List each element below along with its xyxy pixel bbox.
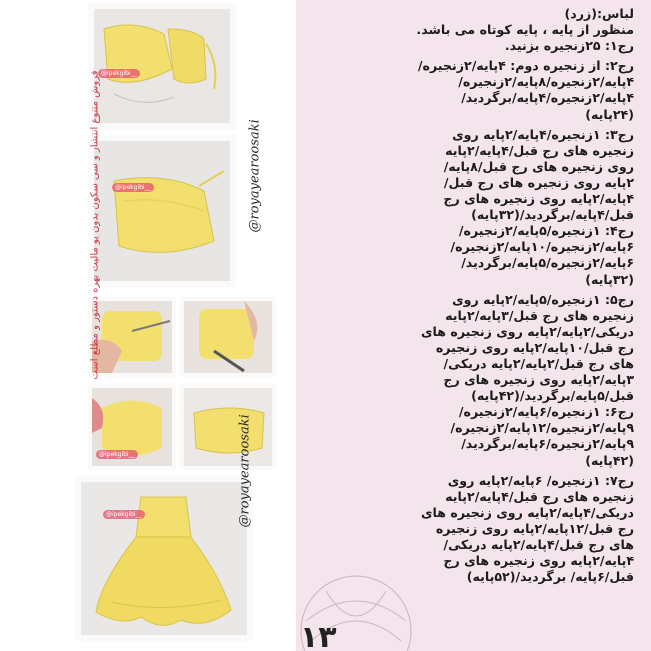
page-number: ۱۳ [300,620,337,651]
pattern-line: لباس:(زرد) [564,6,634,21]
pattern-line: زنجیره های رج قبل/۴پایه/۲پایه [445,142,634,158]
yellow-piece-drawing [94,141,230,281]
pattern-instructions [296,6,634,585]
photo-watermark: @ipekgibi__ [112,183,154,192]
crochet-photo-row3 [94,141,230,281]
pattern-line: های رج قبل/۲پایه/۲پایه دریکی/ [443,355,634,371]
pattern-line: ۳پایه/۲پایه روی زنجیره های رج [443,372,634,388]
pattern-line: رج۱: ۲۵زنجیره بزنید. [504,38,634,54]
photo-tile-1 [88,3,236,130]
photo-watermark: @ipekgibi__ [103,510,145,519]
pattern-line: ۴پایه/۲پایه روی زنجیره های رج [443,553,634,569]
pattern-line: ۴پایه/۲زنجیره/۴پایه/برگردید/ [461,90,634,106]
pattern-line: منظور از پایه ، پایه کوتاه می باشد. [416,22,634,38]
pattern-line: رج قبل/۱۲پایه/۲پایه روی زنجیره [435,520,634,536]
crochet-photo-row2 [94,9,230,123]
pattern-line: های رج قبل/۴پایه/۲پایه دریکی/ [443,537,634,552]
hook-hand-drawing [184,301,272,373]
yellow-dress-drawing [81,482,247,635]
photo-watermark: @ipekgibi__ [98,69,140,78]
pattern-line: زنجیره های رج قبل/۴پایه/۲پایه [445,488,634,504]
pattern-line: دریکی/۴پایه/۲پایه روی زنجیره های [421,504,634,520]
pattern-line: رج قبل/۱۰پایه/۲پایه روی زنجیره [435,339,634,355]
yellow-piece-drawing [184,388,272,466]
instagram-handle-lower: @royayearoosaki [237,414,253,528]
pattern-line: زنجیره های رج قبل/۳پایه/۲پایه [445,307,634,323]
photo-tile-6 [180,384,276,470]
photo-tile-7 [75,476,253,641]
instagram-handle-upper: @royayearoosaki [247,119,263,233]
pattern-line: (۴۲پایه) [585,452,634,468]
pattern-line: ۶پایه/۲زنجیره/۱۰پایه/۲زنجیره/ [450,239,634,255]
pattern-line: (۲۴پایه) [585,106,634,122]
copyright-notice: فروش متنوع انتشار و سی سکون بدون یو مالیت بهره دستور و مطلع است [89,70,101,380]
pattern-line: قبل/۴پایه/برگردید/(۳۲پایه) [471,207,634,223]
pattern-line: رج۷: ۱زنجیره/ ۶پایه/۲پایه روی [447,472,634,488]
pattern-line: ۹پایه/۲زنجیره/۱۲پایه/۲زنجیره/ [450,420,634,436]
pattern-text-panel [296,0,651,651]
photo-tile-5 [88,384,176,470]
pattern-line: ۹پایه/۲زنجیره/۶پایه/برگردید/ [461,436,634,452]
pattern-line: رج۴: ۱زنجیره/۵پایه/۲زنجیره/ [458,223,634,239]
pattern-line: قبل/۵پایه/برگردید/(۴۲پایه) [471,388,634,404]
hook-hand-drawing [92,301,172,373]
photo-tile-3 [88,297,176,377]
crochet-photo-row5a [92,388,172,466]
photo-watermark: @ipekgibi__ [96,450,138,459]
pattern-line: روی زنجیره های رج قبل/۸پایه/ [443,158,634,174]
pattern-line: دریکی/۲پایه/۲پایه روی زنجیره های [421,323,634,339]
pattern-line: رج۲: از زنجیره دوم: ۴پایه/۲زنجیره/ [417,58,634,74]
yellow-piece-drawing [94,9,230,123]
pattern-line: رج۳: ۱زنجیره/۴پایه/۲پایه روی [452,126,634,142]
crochet-photo-row4a [92,301,172,373]
pattern-line: رج۵: ۱زنجیره/۵پایه/۲پایه روی [452,291,634,307]
pattern-line: ۲پایه روی زنجیره های رج قبل/ [443,174,634,190]
crochet-photo-row4b [184,301,272,373]
crochet-dress-photo [81,482,247,635]
pattern-line: ۶پایه/۲زنجیره/۵پایه/برگردید/ [461,255,634,271]
pattern-line: قبل/۶پایه/ برگردید/(۵۲پایه) [466,569,634,585]
photo-tile-2 [88,135,236,287]
pattern-line: رج۶: ۱زنجیره/۶پایه/۲زنجیره/ [458,404,634,420]
pattern-line: ۴پایه/۲زنجیره/۸پایه/۲زنجیره/ [458,74,634,90]
crochet-photo-row5b [184,388,272,466]
photo-tile-4 [180,297,276,377]
pattern-line: ۴پایه/۲پایه روی زنجیره های رج [443,191,634,207]
pattern-line: (۳۲پایه) [585,271,634,287]
